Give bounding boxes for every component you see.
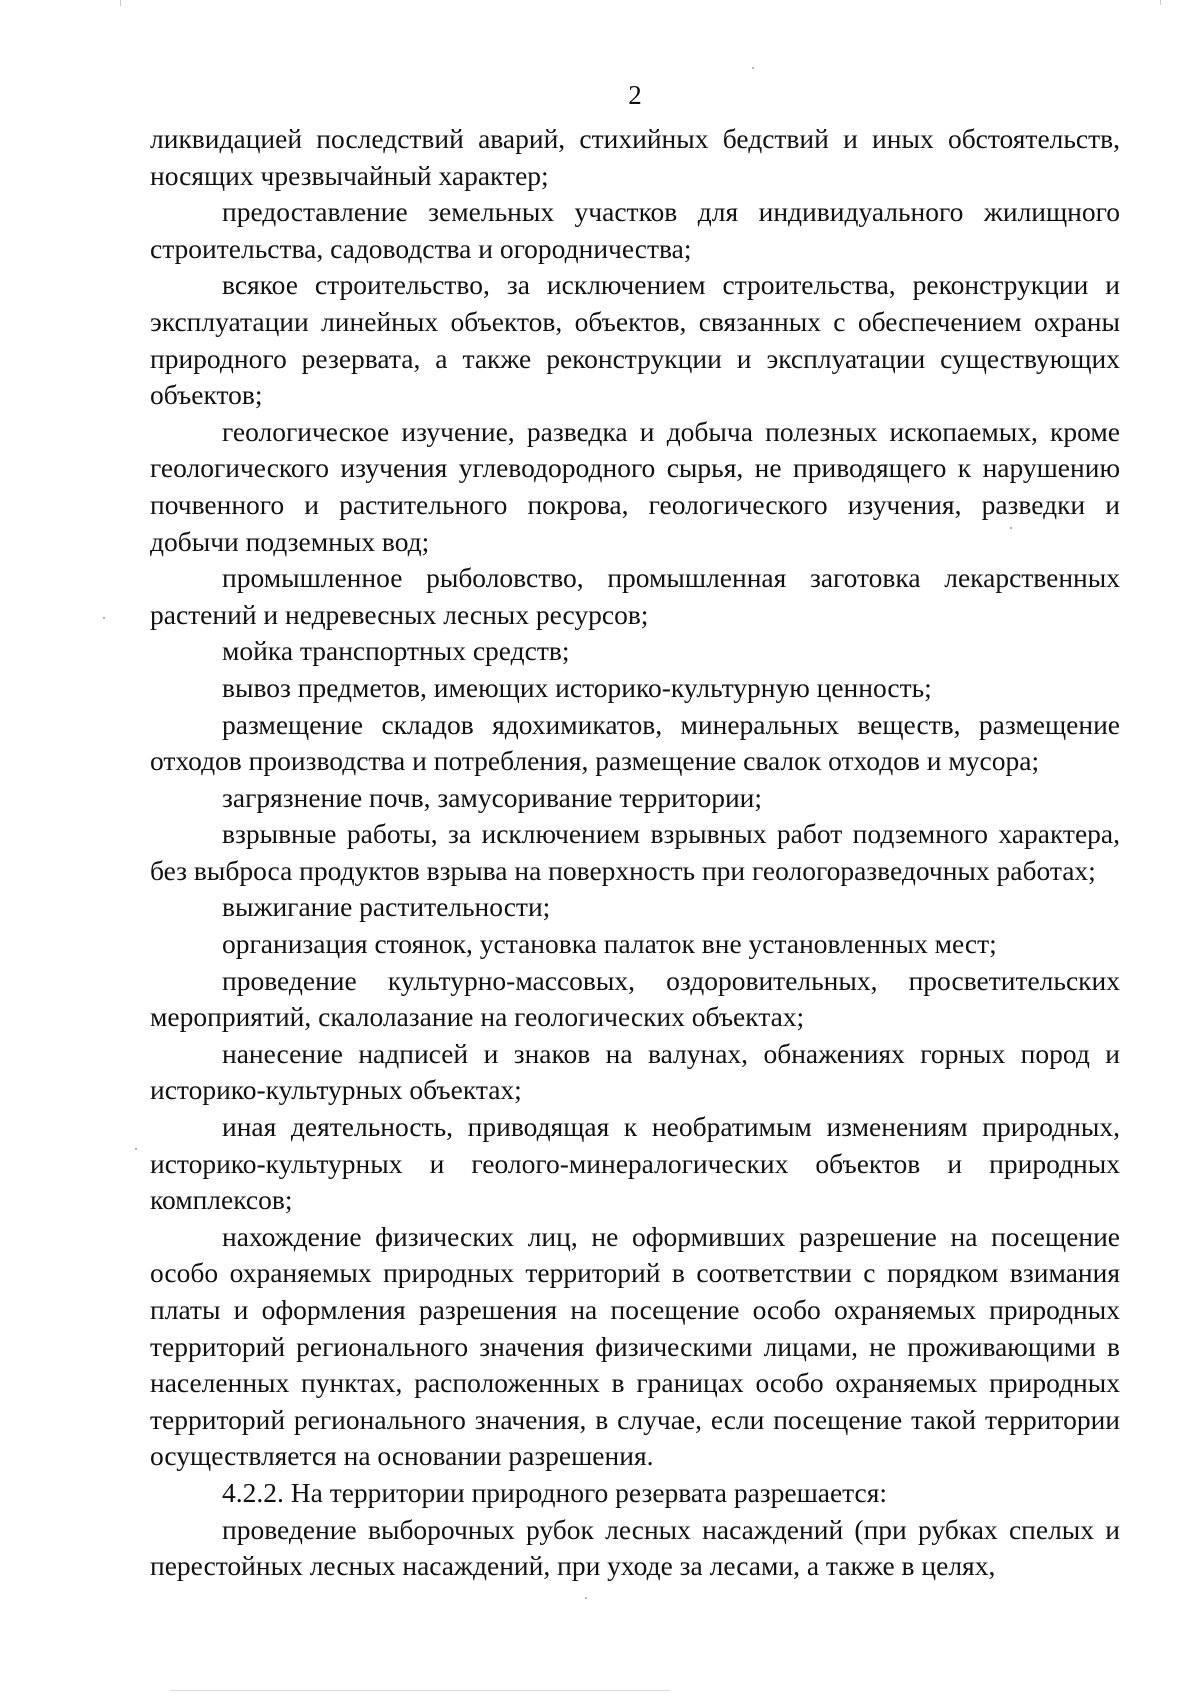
section-heading: 4.2.2. На территории природного резервата разрешается: bbox=[222, 1476, 888, 1508]
paragraph: размещение складов ядохимикатов, минеральных веществ, размещение отходов производства и потребления, размещение свалок отходов и мусора; bbox=[150, 708, 1120, 777]
paragraph: вывоз предметов, имеющих историко-культурную ценность; bbox=[222, 671, 932, 703]
paragraph: промышленное рыболовство, промышленная заготовка лекарственных растений и недревесных лесных ресурсов; bbox=[150, 562, 1120, 630]
scan-edge-right bbox=[1160, 0, 1161, 5]
paragraph: нахождение физических лиц, не оформивших разрешение на посещение особо охраняемых природных территорий в соответствии с порядком взимания платы и оформления разрешения на посещение особо охраняемых природных территорий регионального значения физическими лицами, не проживающими в населенных пунктах, расположенных в границах особо охраняемых природных территорий регионального значения, в случае, если посещение такой территории осуществляется на основании разрешения. bbox=[150, 1220, 1120, 1472]
paragraph: выжигание растительности; bbox=[222, 891, 551, 923]
scan-speck bbox=[752, 67, 754, 69]
paragraph: ликвидацией последствий аварий, стихийных бедствий и иных обстоятельств, носящих чрезвычайный характер; bbox=[150, 123, 1120, 191]
paragraph: предоставление земельных участков для индивидуального жилищного строительства, садоводства и огородничества; bbox=[150, 196, 1120, 264]
paragraph: нанесение надписей и знаков на валунах, обнажениях горных пород и историко-культурных объектах; bbox=[150, 1037, 1120, 1106]
paragraph: всякое строительство, за исключением строительства, реконструкции и эксплуатации линейных объектов, объектов, связанных с обеспечением охраны природного резервата, а также реконструкции и эксплуатации существующих объектов; bbox=[150, 269, 1120, 411]
paragraph: взрывные работы, за исключением взрывных работ подземного характера, без выброса продуктов взрыва на поверхность при геологоразведочных работах; bbox=[150, 818, 1120, 886]
paragraph: иная деятельность, приводящая к необратимым изменениям природных, историко-культурных и геолого-минералогических объектов и природных комплексов; bbox=[150, 1111, 1120, 1216]
paragraph: мойка транспортных средств; bbox=[222, 635, 570, 667]
scan-speck bbox=[585, 1597, 587, 1599]
scan-speck bbox=[103, 617, 105, 619]
paragraph: проведение выборочных рубок лесных насаждений (при рубках спелых и перестойных лесных насаждений, при уходе за лесами, а также в целях, bbox=[150, 1513, 1120, 1582]
paragraph: организация стоянок, установка палаток вне установленных мест; bbox=[222, 928, 997, 960]
paragraph: загрязнение почв, замусоривание территории; bbox=[222, 781, 763, 813]
page-number: 2 bbox=[628, 80, 642, 110]
document-body bbox=[150, 121, 1120, 1585]
paragraph: проведение культурно-массовых, оздоровительных, просветительских мероприятий, скалолазание на геологических объектах; bbox=[150, 964, 1120, 1033]
scan-speck bbox=[135, 1148, 137, 1150]
scan-edge-top bbox=[120, 0, 121, 6]
scan-edge-bottom bbox=[170, 1690, 670, 1691]
paragraph: геологическое изучение, разведка и добыча полезных ископаемых, кроме геологического изучения углеводородного сырья, не приводящего к нарушению почвенного и растительного покрова, геологического изучения, разведки и добычи подземных вод; bbox=[150, 415, 1120, 557]
